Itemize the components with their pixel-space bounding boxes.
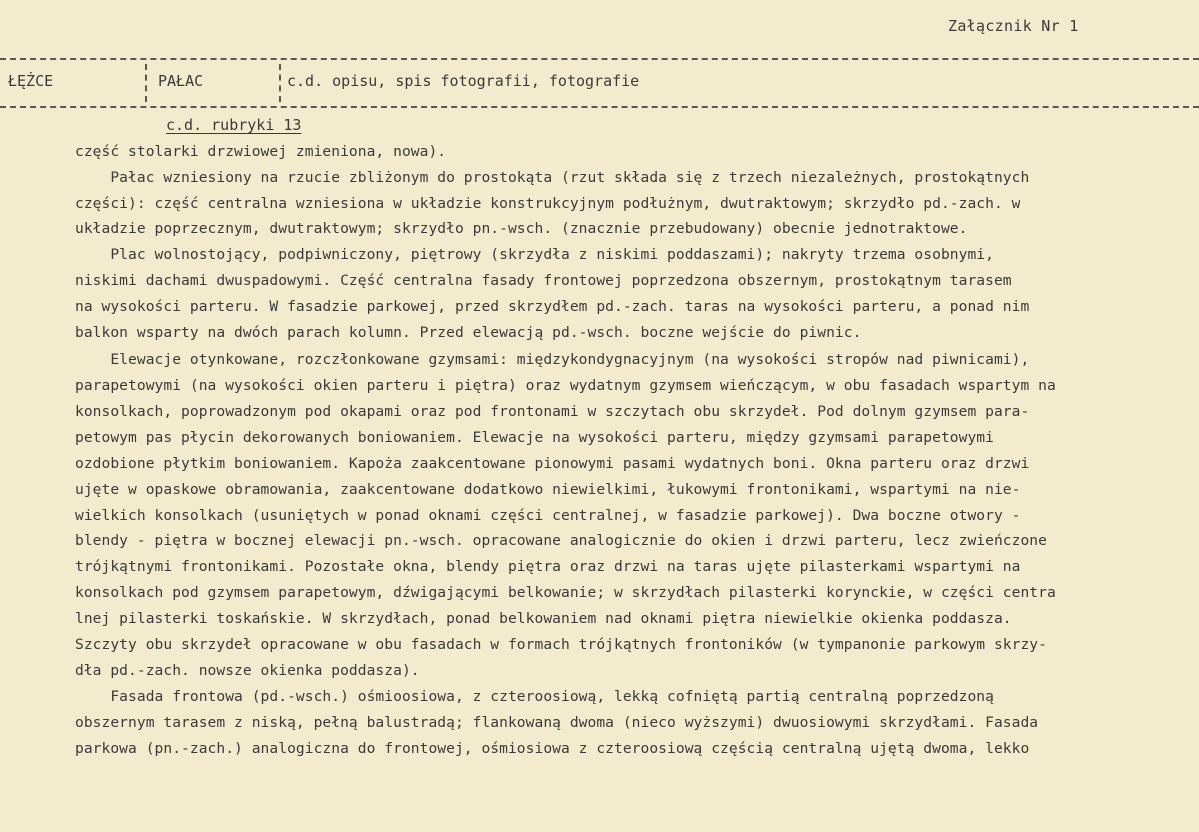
text-line: części): część centralna wzniesiona w układzie konstrukcyjnym podłużnym, dwutraktowym; skrzydło pd.-zach. w <box>75 195 1021 212</box>
header-bottom-rule <box>0 106 1199 108</box>
text-line: Elewacje otynkowane, rozczłonkowane gzymsami: międzykondygnacyjnym (na wysokości stropów nad piwnicami), <box>75 351 1030 368</box>
text-line: wielkich konsolkach (usuniętych w ponad oknami części centralnej, w fasadzie parkowej). Dwa boczne otwory - <box>75 507 1021 524</box>
header-place: ŁĘŻCE <box>8 72 54 90</box>
text-line: parapetowymi (na wysokości okien parteru i piętra) oraz wydatnym gzymsem wieńczącym, w obu fasadach wspartym na <box>75 377 1056 394</box>
header-separator <box>279 64 281 102</box>
text-line: ujęte w opaskowe obramowania, zaakcentowane dodatkowo niewielkimi, łukowymi frontonikami, wspartymi na nie- <box>75 481 1021 498</box>
text-line: dła pd.-zach. nowsze okienka poddasza). <box>75 662 420 679</box>
text-line: lnej pilasterki toskańskie. W skrzydłach, ponad belkowaniem nad oknami piętra niewielkie okienka poddasza. <box>75 610 1012 627</box>
header-top-rule <box>0 58 1199 60</box>
text-line: układzie poprzecznym, dwutraktowym; skrzydło pn.-wsch. (znacznie przebudowany) obecnie jednotraktowe. <box>75 220 968 237</box>
text-line: Fasada frontowa (pd.-wsch.) ośmioosiowa, z czteroosiową, lekką cofniętą partią centralną poprzedzoną <box>75 688 994 705</box>
text-line: Szczyty obu skrzydeł opracowane w obu fasadach w formach trójkątnych frontoników (w tympanonie parkowym skrzy- <box>75 636 1047 653</box>
text-line: ozdobione płytkim boniowaniem. Kароża zaakcentowane pionowymi pasami wydatnych boni. Okna parteru oraz drzwi <box>75 455 1030 472</box>
text-line: balkon wsparty na dwóch parach kolumn. Przed elewacją pd.-wsch. boczne wejście do piwnic. <box>75 324 862 341</box>
header-separator <box>145 64 147 102</box>
text-line: Pałac wzniesiony na rzucie zbliżonym do prostokąta (rzut składa się z trzech niezależnych, prostokątnych <box>75 169 1030 186</box>
text-line: część stolarki drzwiowej zmieniona, nowa). <box>75 143 447 160</box>
text-line: Plac wolnostojący, podpiwniczony, piętrowy (skrzydła z niskimi poddaszami); nakryty trzema osobnymi, <box>75 246 994 263</box>
text-line: niskimi dachami dwuspadowymi. Część centralna fasady frontowej poprzedzona obszernym, prostokątnym tarasem <box>75 272 1012 289</box>
annex-label: Załącznik Nr 1 <box>948 17 1079 35</box>
header-section: c.d. opisu, spis fotografii, fotografie <box>287 72 640 90</box>
text-line: parkowa (pn.-zach.) analogiczna do frontowej, ośmiosiowa z czteroosiową częścią centralną ujętą dwoma, lekko <box>75 740 1030 757</box>
text-line: na wysokości parteru. W fasadzie parkowej, przed skrzydłem pd.-zach. taras na wysokości parteru, a ponad nim <box>75 298 1030 315</box>
text-line: obszernym tarasem z niską, pełną balustradą; flankowaną dwoma (nieco wyższymi) dwuosiowymi skrzydłami. Fasada <box>75 714 1039 731</box>
continuation-heading: c.d. rubryki 13 <box>166 116 302 134</box>
header-object: PAŁAC <box>158 72 204 90</box>
text-line: konsolkach pod gzymsem parapetowym, dźwigającymi belkowanie; w skrzydłach pilasterki korynckie, w części centra <box>75 584 1056 601</box>
text-line: petowym pas płycin dekorowanych boniowaniem. Elewacje na wysokości parteru, między gzymsami parapetowymi <box>75 429 994 446</box>
text-line: trójkątnymi frontonikami. Pozostałe okna, blendy piętra oraz drzwi na taras ujęte pilasterkami wspartymi na <box>75 558 1021 575</box>
text-line: blendy - piętra w bocznej elewacji pn.-wsch. opracowane analogicznie do okien i drzwi parteru, lecz zwieńczone <box>75 532 1047 549</box>
text-line: konsolkach, poprowadzonym pod okapami oraz pod frontonami w szczytach obu skrzydeł. Pod dolnym gzymsem para- <box>75 403 1030 420</box>
